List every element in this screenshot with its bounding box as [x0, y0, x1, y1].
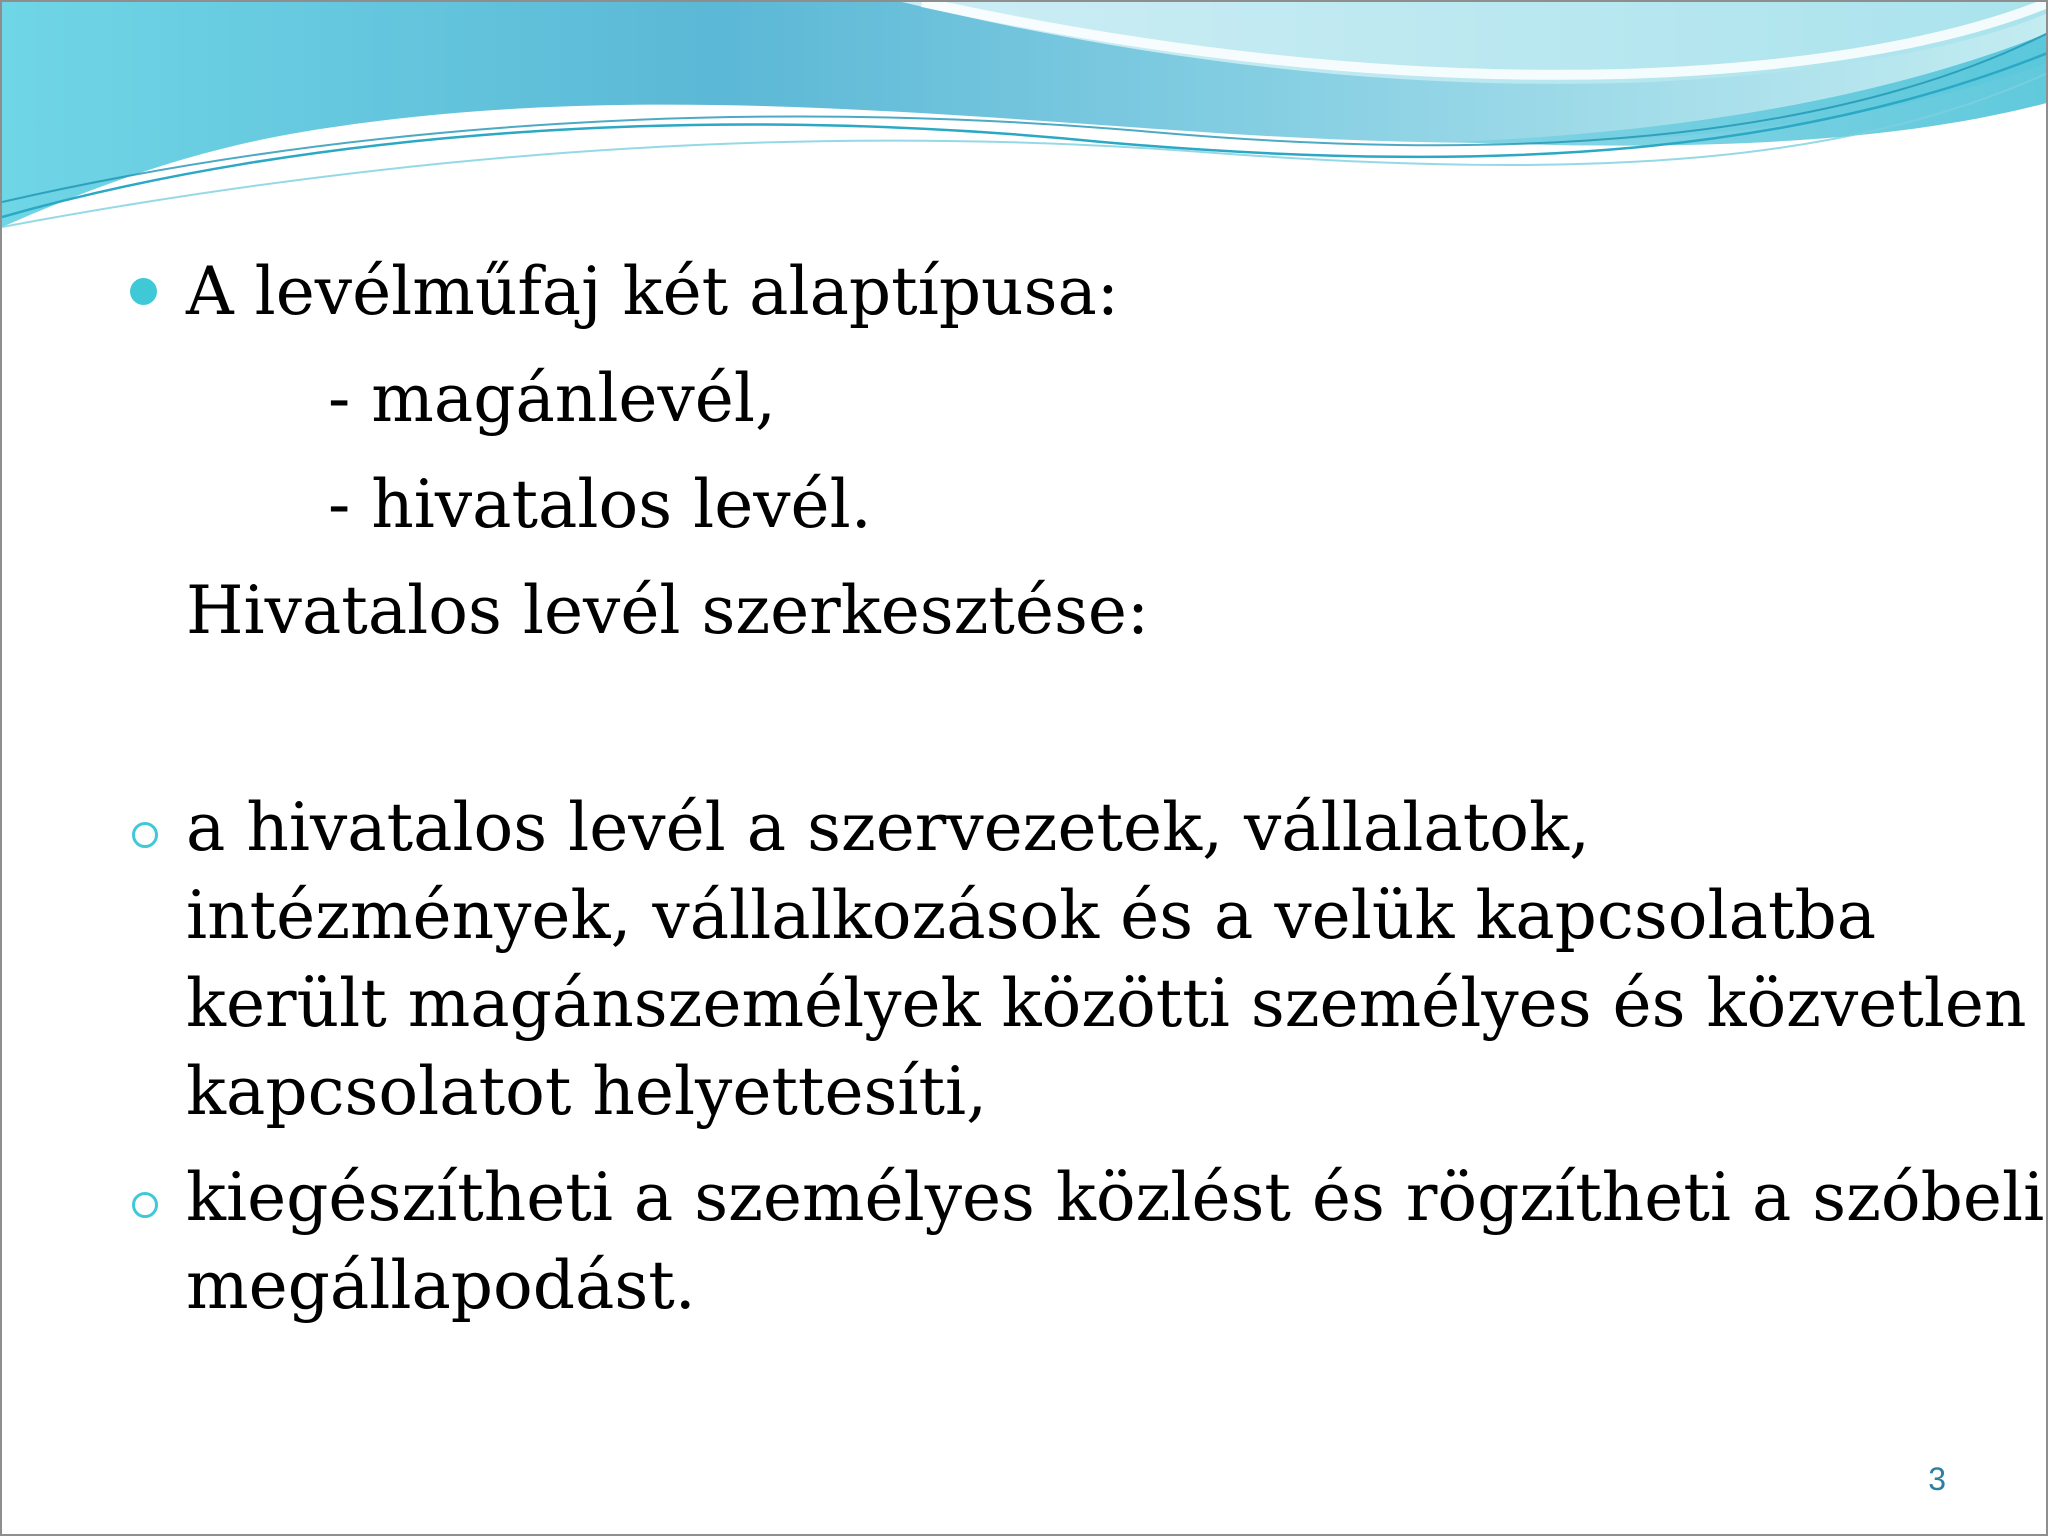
- intro-heading: A levélműfaj két alaptípusa:: [186, 253, 1120, 330]
- point-line: kiegészítheti a személyes közlést és rögzítheti a szóbeli: [186, 1159, 2045, 1236]
- point-line: a hivatalos levél a szervezetek, vállalatok,: [186, 789, 1590, 866]
- slide-content: [2, 2, 2048, 1536]
- point-line: került magánszemélyek közötti személyes és közvetlen: [186, 965, 2027, 1042]
- letter-type-item: - magánlevél,: [328, 360, 776, 437]
- filled-bullet-icon: [130, 278, 157, 305]
- intro-subheading: Hivatalos levél szerkesztése:: [186, 572, 1150, 649]
- point-line: kapcsolatot helyettesíti,: [186, 1053, 988, 1130]
- point-line: intézmények, vállalkozások és a velük kapcsolatba: [186, 877, 1877, 954]
- point-line: megállapodást.: [186, 1247, 696, 1324]
- hollow-bullet-icon: [132, 1192, 158, 1218]
- page-number: 3: [1928, 1461, 1946, 1497]
- letter-type-item: - hivatalos levél.: [328, 466, 872, 543]
- hollow-bullet-icon: [132, 822, 158, 848]
